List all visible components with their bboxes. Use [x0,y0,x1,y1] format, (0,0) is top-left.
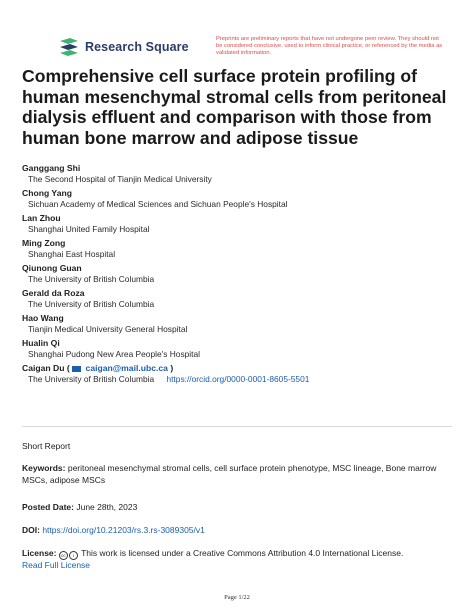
license [22,548,452,572]
author-name: Lan Zhou [22,213,61,223]
author-entry [22,313,462,335]
author-list [22,163,462,388]
author-affiliation: The University of British Columbia [28,299,155,309]
author-name: Hao Wang [22,313,64,323]
author-name: Hualin Qi [22,338,60,348]
read-full-license-link[interactable]: Read Full License [22,560,91,570]
doi [22,525,452,537]
author-name: Ming Zong [22,238,66,248]
posted-date [22,502,452,514]
preprint-disclaimer: Preprints are preliminary reports that have not undergone peer review. They should not be considered conclusive, used to inform clinical practice, or referenced by the media as validated information. [216,36,443,57]
license-text: This work is licensed under a Creative Commons Attribution 4.0 International License. [81,548,404,558]
posted-date-value: June 28th, 2023 [76,502,138,512]
brand-name: Research Square [85,40,189,54]
author-entry [22,213,462,235]
research-square-logo[interactable] [58,37,189,57]
keywords-text: peritoneal mesenchymal stromal cells, cell surface protein phenotype, MSC lineage, Bone marrow MSCs, adipose MSCs [22,463,437,485]
cc-by-icon: i [69,551,78,560]
paper-title: Comprehensive cell surface protein profiling of human mesenchymal stromal cells from peritoneal dialysis effluent and comparison with those from human bone marrow and adipose tissue [22,66,447,148]
email-link[interactable]: caigan@mail.ubc.ca [85,363,168,373]
posted-date-label: Posted Date: [22,502,74,512]
page-number: Page 1/22 [224,594,250,601]
keywords-label: Keywords: [22,463,66,473]
license-label: License: [22,548,57,558]
author-affiliation: Shanghai Pudong New Area People's Hospital [28,349,201,359]
author-name: Gerald da Roza [22,288,85,298]
author-affiliation: The University of British Columbia [28,274,155,284]
author-entry [22,238,462,260]
mail-icon [72,366,81,372]
keywords [22,463,452,486]
corresponding-author-name [22,363,462,374]
doi-label: DOI: [22,525,40,535]
section-divider [22,426,452,427]
author-entry [22,288,462,310]
author-affiliation: Shanghai United Family Hospital [28,224,150,234]
affiliation-text: The University of British Columbia [28,374,155,384]
article-type: Short Report [22,441,71,451]
paren-close: ) [170,363,174,373]
author-affiliation [22,374,462,385]
author-entry [22,263,462,285]
author-affiliation: Shanghai East Hospital [28,249,116,259]
doi-link[interactable]: https://doi.org/10.21203/rs.3.rs-3089305/v1 [42,525,205,535]
author-name: Qiunong Guan [22,263,82,273]
author-name: Caigan Du [22,363,65,373]
author-affiliation: Sichuan Academy of Medical Sciences and Sichuan People's Hospital [28,199,288,209]
cc-icon: cc [59,551,68,560]
research-square-logo-icon [58,37,80,57]
corresponding-author-entry [22,363,462,385]
author-name: Ganggang Shi [22,163,81,173]
author-entry [22,188,462,210]
author-affiliation: Tianjin Medical University General Hospital [28,324,188,334]
author-affiliation: The Second Hospital of Tianjin Medical University [28,174,212,184]
paren-open: ( [66,363,70,373]
header [0,0,474,70]
author-entry [22,338,462,360]
orcid-link[interactable]: https://orcid.org/0000-0001-8605-5501 [166,374,310,384]
author-entry [22,163,462,185]
author-name: Chong Yang [22,188,72,198]
